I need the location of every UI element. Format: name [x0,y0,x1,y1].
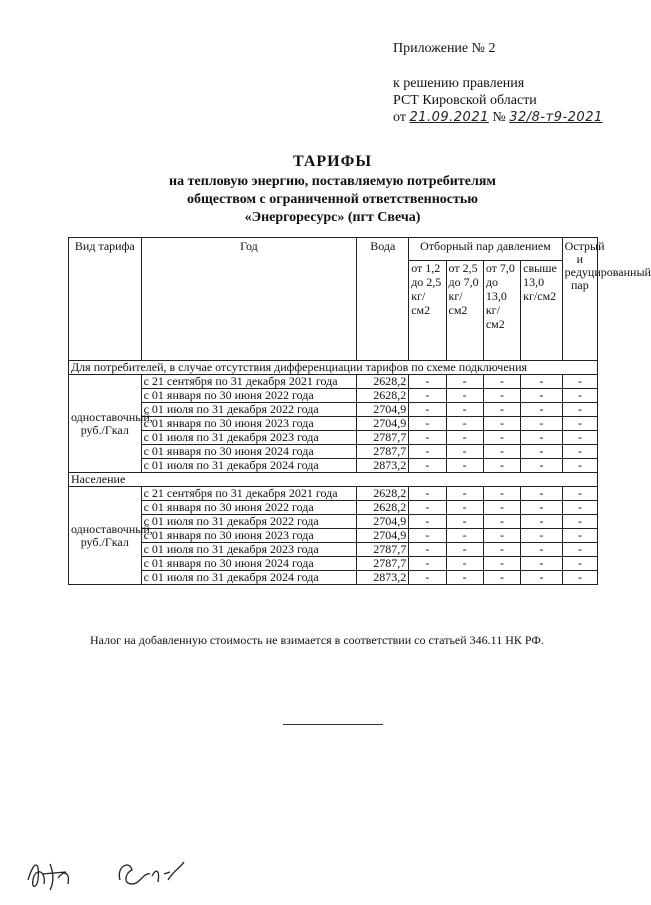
appendix-label: Приложение № 2 [393,41,496,56]
header-steam-4: свыше 13,0 кг/см2 [521,260,562,360]
steam-4-value-cell: - [521,571,562,585]
steam-4-value-cell: - [521,515,562,529]
steam-1-value-cell: - [409,389,446,403]
live-steam-value-cell: - [562,403,597,417]
period-cell: с 01 января по 30 июня 2024 года [141,445,357,459]
live-steam-value-cell: - [562,515,597,529]
period-cell: с 01 июля по 31 декабря 2022 года [141,515,357,529]
live-steam-value-cell: - [562,529,597,543]
tariff-type-cell: одноставочный, руб./Гкал [69,487,142,585]
steam-3-value-cell: - [483,515,520,529]
tariff-type-cell: одноставочный, руб./Гкал [69,375,142,473]
period-cell: с 01 января по 30 июня 2023 года [141,529,357,543]
period-cell: с 01 января по 30 июня 2022 года [141,501,357,515]
steam-1-value-cell: - [409,543,446,557]
steam-3-value-cell: - [483,543,520,557]
header-water: Вода [357,238,409,361]
live-steam-value-cell: - [562,389,597,403]
water-value-cell: 2787,7 [357,431,409,445]
period-cell: с 01 января по 30 июня 2023 года [141,417,357,431]
steam-4-value-cell: - [521,445,562,459]
steam-1-value-cell: - [409,403,446,417]
steam-2-value-cell: - [446,543,483,557]
steam-4-value-cell: - [521,431,562,445]
signature-image [20,850,190,895]
steam-3-value-cell: - [483,417,520,431]
decision-line-1: к решению правления [393,76,525,91]
steam-1-value-cell: - [409,501,446,515]
table-row [69,501,598,515]
water-value-cell: 2787,7 [357,557,409,571]
title-line-3: «Энергоресурс» (пгт Свеча) [244,210,421,225]
steam-3-value-cell: - [483,403,520,417]
table-row [69,459,598,473]
live-steam-value-cell: - [562,431,597,445]
period-cell: с 01 июля по 31 декабря 2023 года [141,543,357,557]
water-value-cell: 2704,9 [357,515,409,529]
steam-4-value-cell: - [521,487,562,501]
table-row [69,557,598,571]
title-line-2: обществом с ограниченной ответственностью [186,192,479,207]
live-steam-value-cell: - [562,557,597,571]
steam-1-value-cell: - [409,529,446,543]
header-tariff-type: Вид тарифа [69,238,142,361]
period-cell: с 21 сентября по 31 декабря 2021 года [141,375,357,389]
steam-3-value-cell: - [483,375,520,389]
water-value-cell: 2628,2 [357,375,409,389]
live-steam-value-cell: - [562,487,597,501]
number-label: № [492,110,506,125]
table-row [69,571,598,585]
steam-3-value-cell: - [483,557,520,571]
live-steam-value-cell: - [562,375,597,389]
handwritten-date: 21.09.2021 [409,110,489,125]
header-year: Год [141,238,357,361]
water-value-cell: 2704,9 [357,529,409,543]
steam-3-value-cell: - [483,445,520,459]
water-value-cell: 2628,2 [357,501,409,515]
steam-1-value-cell: - [409,459,446,473]
section-title: Население [69,473,598,487]
table-row [69,375,598,389]
table-row [69,431,598,445]
steam-4-value-cell: - [521,501,562,515]
steam-1-value-cell: - [409,515,446,529]
water-value-cell: 2704,9 [357,403,409,417]
steam-2-value-cell: - [446,487,483,501]
tariff-table [68,237,651,585]
steam-2-value-cell: - [446,389,483,403]
header-steam-1: от 1,2 до 2,5 кг/см2 [409,260,446,360]
steam-4-value-cell: - [521,459,562,473]
from-label: от [393,110,406,125]
table-row [69,487,598,501]
table-row [69,403,598,417]
live-steam-value-cell: - [562,543,597,557]
period-cell: с 21 сентября по 31 декабря 2021 года [141,487,357,501]
period-cell: с 01 июля по 31 декабря 2022 года [141,403,357,417]
steam-3-value-cell: - [483,501,520,515]
table-row [69,515,598,529]
decision-date-line [393,109,633,126]
steam-3-value-cell: - [483,571,520,585]
section-title-row [69,361,598,375]
steam-3-value-cell: - [483,431,520,445]
period-cell: с 01 января по 30 июня 2022 года [141,389,357,403]
steam-4-value-cell: - [521,403,562,417]
steam-2-value-cell: - [446,403,483,417]
steam-1-value-cell: - [409,487,446,501]
steam-2-value-cell: - [446,375,483,389]
steam-4-value-cell: - [521,543,562,557]
steam-4-value-cell: - [521,557,562,571]
table-row [69,529,598,543]
steam-3-value-cell: - [483,389,520,403]
approval-header [393,40,633,126]
vat-note: Налог на добавленную стоимость не взимается в соответствии со статьей 346.11 НК РФ. [90,633,544,647]
header-steam: Отборный пар давлением [409,238,562,261]
steam-2-value-cell: - [446,571,483,585]
period-cell: с 01 июля по 31 декабря 2023 года [141,431,357,445]
steam-4-value-cell: - [521,389,562,403]
steam-2-value-cell: - [446,529,483,543]
table-row [69,543,598,557]
water-value-cell: 2787,7 [357,445,409,459]
steam-4-value-cell: - [521,529,562,543]
steam-2-value-cell: - [446,501,483,515]
steam-1-value-cell: - [409,431,446,445]
steam-2-value-cell: - [446,515,483,529]
handwritten-number: 32/8-т9-2021 [509,110,603,125]
period-cell: с 01 января по 30 июня 2024 года [141,557,357,571]
header-live-steam: Острый и редуцированный пар [562,238,597,361]
table-row [69,445,598,459]
water-value-cell: 2628,2 [357,389,409,403]
header-row [69,238,598,261]
decision-line-2: РСТ Кировской области [393,93,537,108]
section-title-row [69,473,598,487]
section-title: Для потребителей, в случае отсутствия дифференциации тарифов по схеме подключения [69,361,598,375]
title-line-1: на тепловую энергию, поставляемую потребителям [169,174,496,189]
steam-1-value-cell: - [409,375,446,389]
steam-2-value-cell: - [446,459,483,473]
table-row [69,417,598,431]
steam-3-value-cell: - [483,529,520,543]
title-main: ТАРИФЫ [292,153,373,170]
period-cell: с 01 июля по 31 декабря 2024 года [141,459,357,473]
steam-1-value-cell: - [409,557,446,571]
live-steam-value-cell: - [562,417,597,431]
water-value-cell: 2628,2 [357,487,409,501]
steam-2-value-cell: - [446,417,483,431]
header-steam-2: от 2,5 до 7,0 кг/см2 [446,260,483,360]
water-value-cell: 2704,9 [357,417,409,431]
steam-1-value-cell: - [409,571,446,585]
header-steam-3: от 7,0 до 13,0 кг/см2 [483,260,520,360]
water-value-cell: 2873,2 [357,459,409,473]
steam-3-value-cell: - [483,459,520,473]
steam-1-value-cell: - [409,417,446,431]
live-steam-value-cell: - [562,459,597,473]
steam-3-value-cell: - [483,487,520,501]
live-steam-value-cell: - [562,571,597,585]
document-title [60,153,605,227]
live-steam-value-cell: - [562,445,597,459]
live-steam-value-cell: - [562,501,597,515]
steam-2-value-cell: - [446,445,483,459]
period-cell: с 01 июля по 31 декабря 2024 года [141,571,357,585]
table-row [69,389,598,403]
steam-2-value-cell: - [446,431,483,445]
water-value-cell: 2873,2 [357,571,409,585]
steam-2-value-cell: - [446,557,483,571]
divider-line [283,724,383,725]
steam-4-value-cell: - [521,375,562,389]
steam-1-value-cell: - [409,445,446,459]
steam-4-value-cell: - [521,417,562,431]
water-value-cell: 2787,7 [357,543,409,557]
